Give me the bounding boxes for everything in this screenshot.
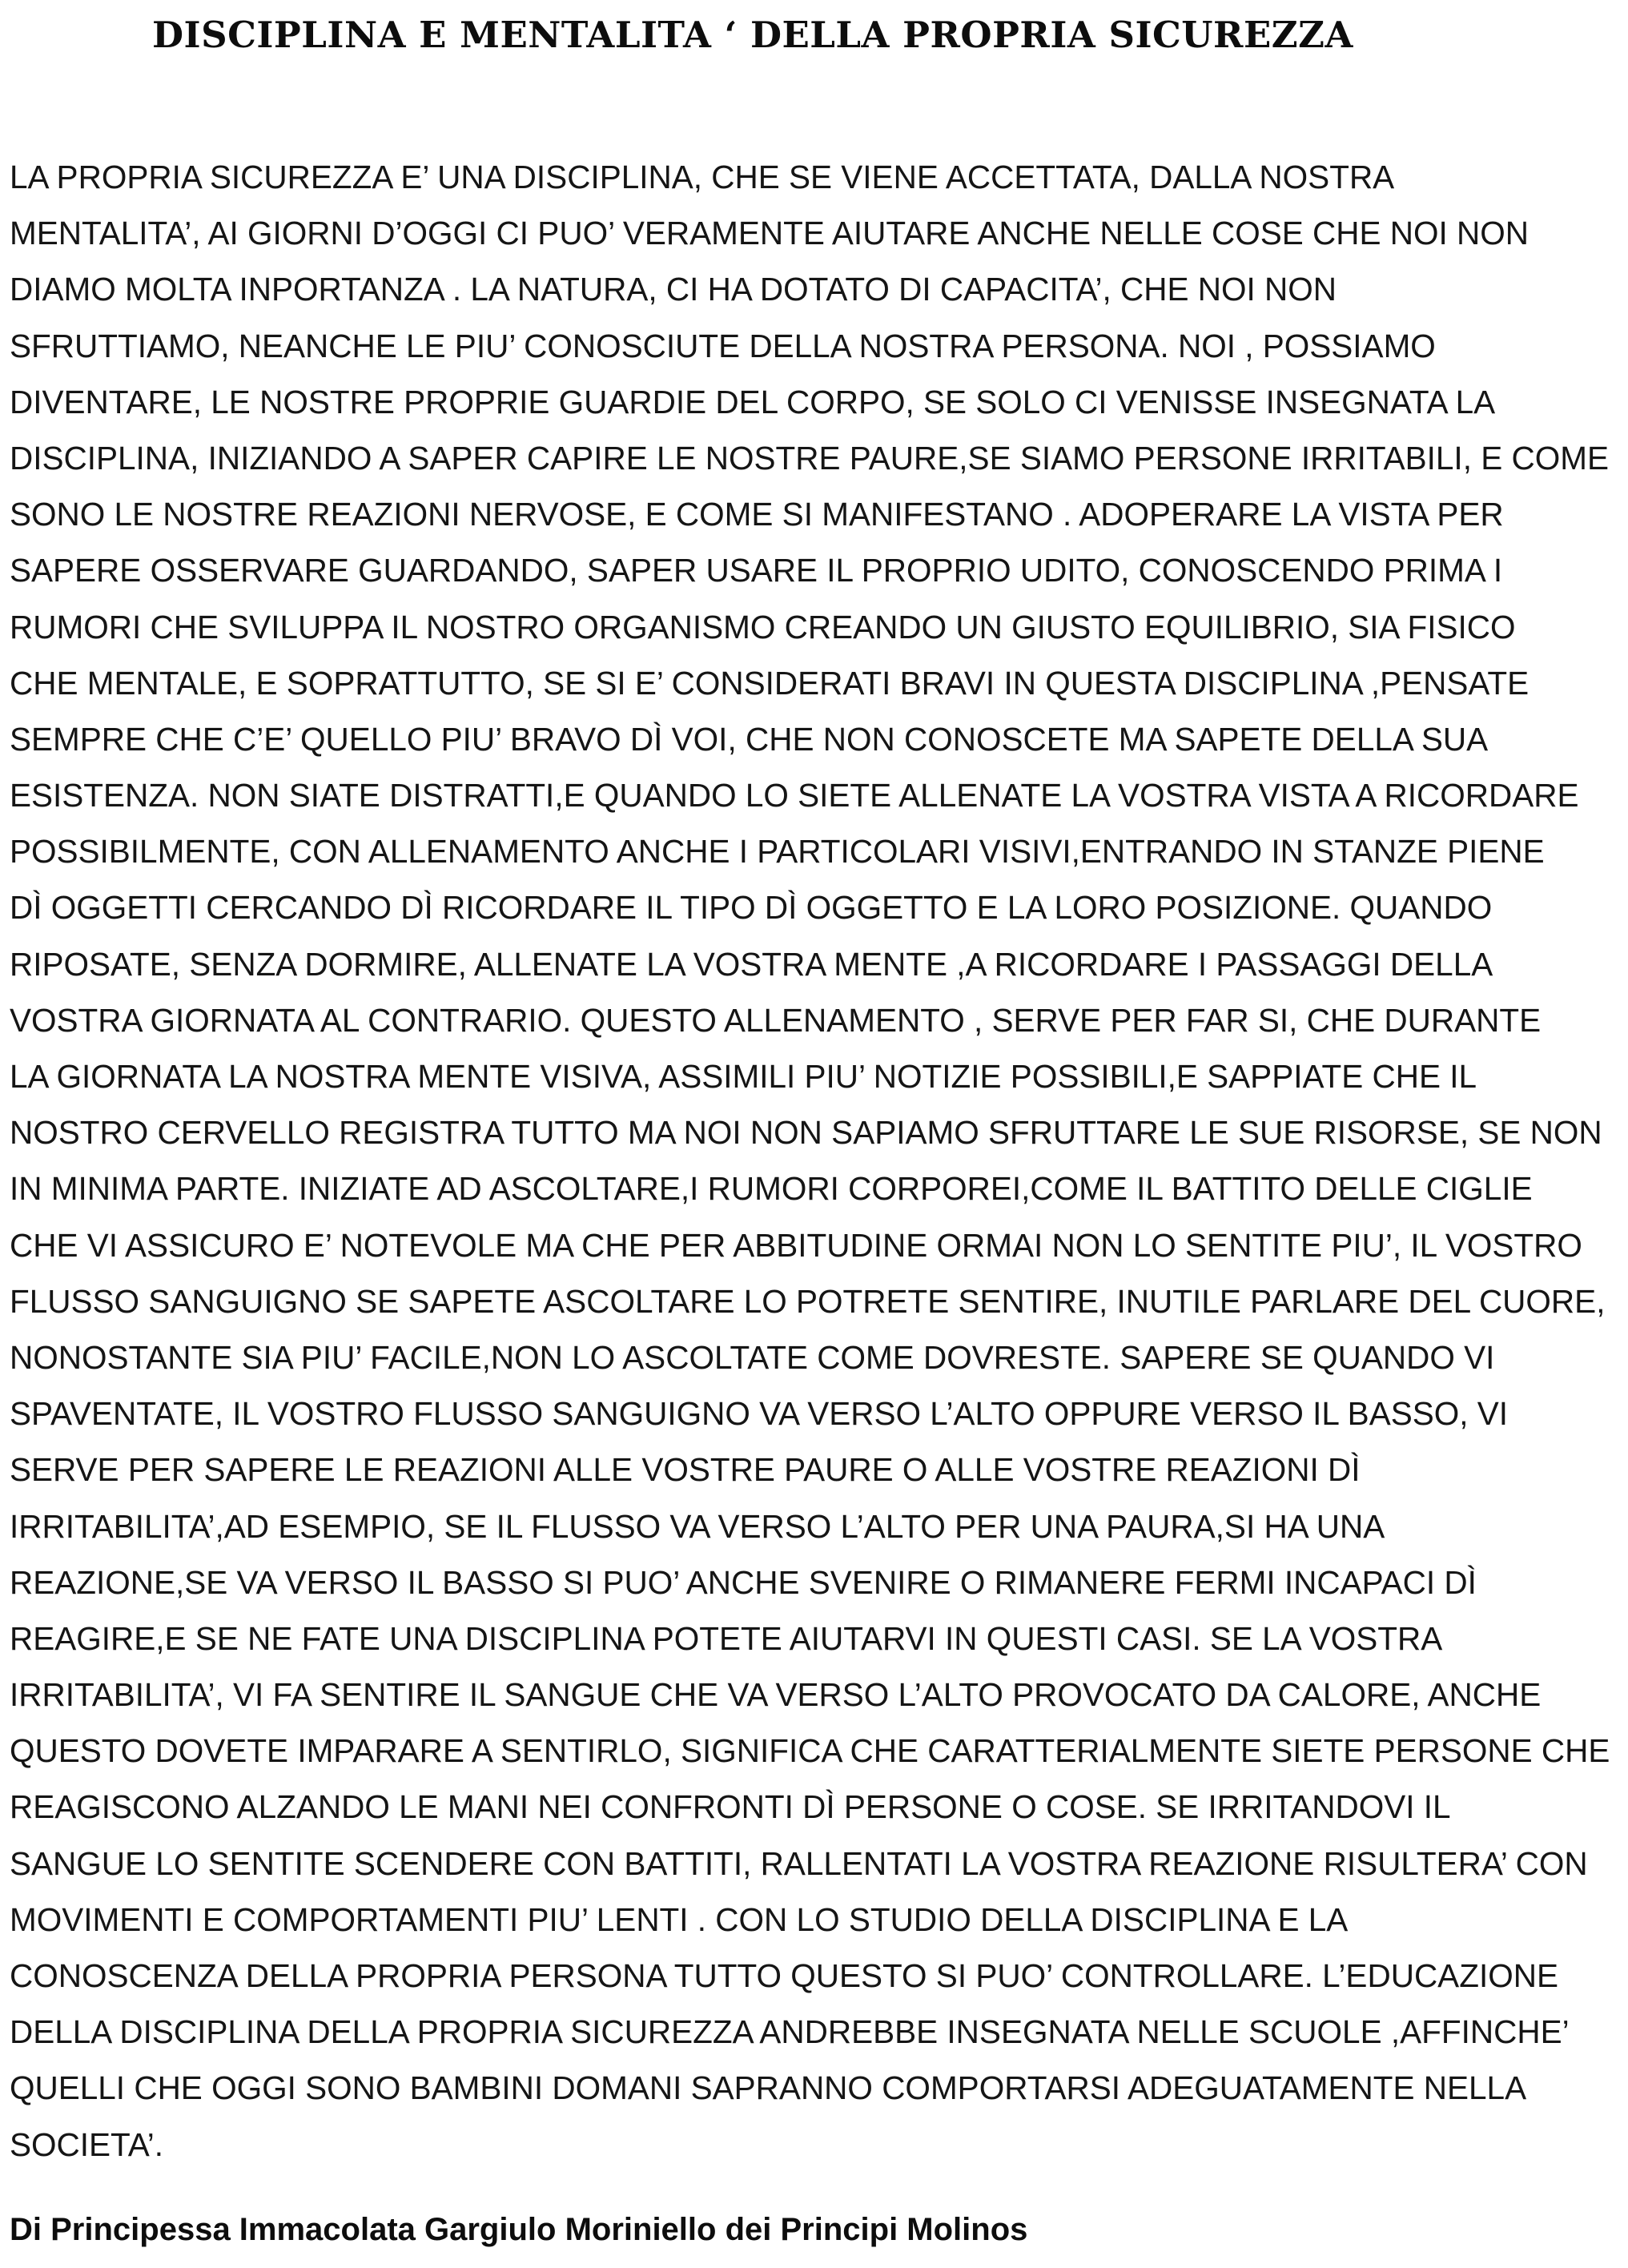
document-body <box>10 149 1611 2173</box>
body-line: DIVENTARE, LE NOSTRE PROPRIE GUARDIE DEL CORPO, SE SOLO CI VENISSE INSEGNATA LA <box>10 383 1496 420</box>
body-line: SOCIETA’. <box>10 2125 164 2163</box>
body-line: QUELLI CHE OGGI SONO BAMBINI DOMANI SAPRANNO COMPORTARSI ADEGUATAMENTE NELLA <box>10 2069 1527 2107</box>
body-line: LA GIORNATA LA NOSTRA MENTE VISIVA, ASSIMILI PIU’ NOTIZIE POSSIBILI,E SAPPIATE CHE IL <box>10 1058 1477 1095</box>
body-line: ESISTENZA. NON SIATE DISTRATTI,E QUANDO LO SIETE ALLENATE LA VOSTRA VISTA A RICORDARE <box>10 777 1579 814</box>
body-line: CHE VI ASSICURO E’ NOTEVOLE MA CHE PER ABBITUDINE ORMAI NON LO SENTITE PIU’, IL VOSTRO <box>10 1226 1582 1264</box>
body-line: DELLA DISCIPLINA DELLA PROPRIA SICUREZZA ANDREBBE INSEGNATA NELLE SCUOLE ,AFFINCHE’ <box>10 2013 1570 2051</box>
document-title: DISCIPLINA E MENTALITA ‘ DELLA PROPRIA SICUREZZA <box>152 14 1353 56</box>
body-line: REAGIRE,E SE NE FATE UNA DISCIPLINA POTETE AIUTARVI IN QUESTI CASI. SE LA VOSTRA <box>10 1619 1443 1657</box>
body-line: SFRUTTIAMO, NEANCHE LE PIU’ CONOSCIUTE DELLA NOSTRA PERSONA. NOI , POSSIAMO <box>10 327 1436 364</box>
body-line: SAPERE OSSERVARE GUARDANDO, SAPER USARE IL PROPRIO UDITO, CONOSCENDO PRIMA I <box>10 552 1503 589</box>
body-line: SERVE PER SAPERE LE REAZIONI ALLE VOSTRE PAURE O ALLE VOSTRE REAZIONI DÌ <box>10 1451 1361 1489</box>
body-line: LA PROPRIA SICUREZZA E’ UNA DISCIPLINA, CHE SE VIENE ACCETTATA, DALLA NOSTRA <box>10 159 1395 195</box>
body-line: DISCIPLINA, INIZIANDO A SAPER CAPIRE LE NOSTRE PAURE,SE SIAMO PERSONE IRRITABILI, E COME <box>10 439 1609 477</box>
body-line: DIAMO MOLTA INPORTANZA . LA NATURA, CI HA DOTATO DI CAPACITA’, CHE NOI NON <box>10 271 1337 308</box>
body-line: REAGISCONO ALZANDO LE MANI NEI CONFRONTI DÌ PERSONE O COSE. SE IRRITANDOVI IL <box>10 1788 1451 1826</box>
body-line: SPAVENTATE, IL VOSTRO FLUSSO SANGUIGNO VA VERSO L’ALTO OPPURE VERSO IL BASSO, VI <box>10 1395 1509 1433</box>
body-line: IRRITABILITA’, VI FA SENTIRE IL SANGUE CHE VA VERSO L’ALTO PROVOCATO DA CALORE, ANCHE <box>10 1676 1542 1714</box>
body-line: SONO LE NOSTRE REAZIONI NERVOSE, E COME SI MANIFESTANO . ADOPERARE LA VISTA PER <box>10 496 1504 533</box>
body-line: VOSTRA GIORNATA AL CONTRARIO. QUESTO ALLENAMENTO , SERVE PER FAR SI, CHE DURANTE <box>10 1001 1542 1039</box>
body-line: MOVIMENTI E COMPORTAMENTI PIU’ LENTI . CON LO STUDIO DELLA DISCIPLINA E LA <box>10 1900 1349 1938</box>
body-line: FLUSSO SANGUIGNO SE SAPETE ASCOLTARE LO POTRETE SENTIRE, INUTILE PARLARE DEL CUORE, <box>10 1282 1606 1320</box>
body-line: POSSIBILMENTE, CON ALLENAMENTO ANCHE I PARTICOLARI VISIVI,ENTRANDO IN STANZE PIENE <box>10 833 1545 871</box>
body-line: CHE MENTALE, E SOPRATTUTTO, SE SI E’ CONSIDERATI BRAVI IN QUESTA DISCIPLINA ,PENSATE <box>10 664 1530 702</box>
body-line: DÌ OGGETTI CERCANDO DÌ RICORDARE IL TIPO DÌ OGGETTO E LA LORO POSIZIONE. QUANDO <box>10 889 1493 927</box>
body-line: NONOSTANTE SIA PIU’ FACILE,NON LO ASCOLTATE COME DOVRESTE. SAPERE SE QUANDO VI <box>10 1338 1495 1376</box>
body-line: RIPOSATE, SENZA DORMIRE, ALLENATE LA VOSTRA MENTE ,A RICORDARE I PASSAGGI DELLA <box>10 945 1493 983</box>
body-line: IN MINIMA PARTE. INIZIATE AD ASCOLTARE,I RUMORI CORPOREI,COME IL BATTITO DELLE CIGLIE <box>10 1170 1533 1208</box>
body-line: RUMORI CHE SVILUPPA IL NOSTRO ORGANISMO CREANDO UN GIUSTO EQUILIBRIO, SIA FISICO <box>10 608 1516 645</box>
body-line: MENTALITA’, AI GIORNI D’OGGI CI PUO’ VERAMENTE AIUTARE ANCHE NELLE COSE CHE NOI NON <box>10 215 1530 252</box>
author-signature-line: Di Principessa Immacolata Gargiulo Moriniello dei Principi Molinos <box>10 2212 1028 2247</box>
body-line: REAZIONE,SE VA VERSO IL BASSO SI PUO’ ANCHE SVENIRE O RIMANERE FERMI INCAPACI DÌ <box>10 1563 1477 1601</box>
body-line: QUESTO DOVETE IMPARARE A SENTIRLO, SIGNIFICA CHE CARATTERIALMENTE SIETE PERSONE CHE <box>10 1732 1610 1770</box>
body-line: IRRITABILITA’,AD ESEMPIO, SE IL FLUSSO VA VERSO L’ALTO PER UNA PAURA,SI HA UNA <box>10 1507 1385 1545</box>
body-line: SANGUE LO SENTITE SCENDERE CON BATTITI, RALLENTATI LA VOSTRA REAZIONE RISULTERA’ CON <box>10 1844 1588 1882</box>
body-line: SEMPRE CHE C’E’ QUELLO PIU’ BRAVO DÌ VOI, CHE NON CONOSCETE MA SAPETE DELLA SUA <box>10 720 1489 758</box>
body-line: CONOSCENZA DELLA PROPRIA PERSONA TUTTO QUESTO SI PUO’ CONTROLLARE. L’EDUCAZIONE <box>10 1957 1558 1994</box>
body-line: NOSTRO CERVELLO REGISTRA TUTTO MA NOI NON SAPIAMO SFRUTTARE LE SUE RISORSE, SE NON <box>10 1114 1602 1152</box>
